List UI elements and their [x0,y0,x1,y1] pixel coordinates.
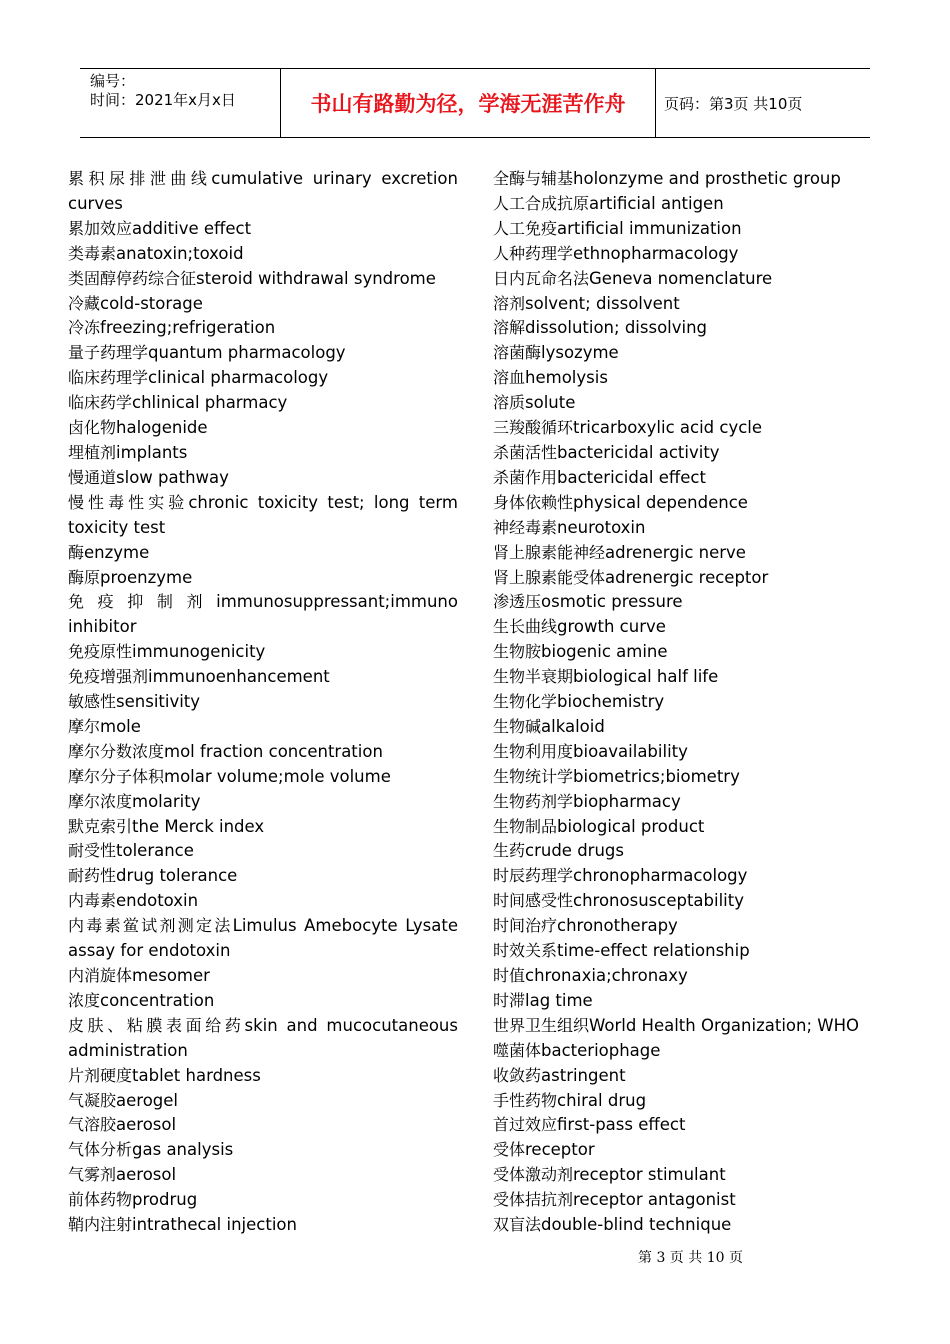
glossary-entry [68,1188,458,1213]
term-chinese: 三羧酸循环 [493,418,574,438]
term-english: biological half life [573,667,719,687]
term-chinese: 默克索引 [68,816,133,836]
term-chinese: 内毒素 [68,891,117,911]
term-english: chronotherapy [557,916,678,936]
term-english: biological product [557,816,705,836]
glossary-entry [493,665,878,690]
term-english: bactericidal activity [557,442,720,462]
glossary-entry [493,1213,878,1238]
term-chinese: 收敛药 [493,1065,542,1085]
glossary-entry [68,167,458,217]
glossary-entry [68,566,458,591]
term-chinese: 时辰药理学 [493,866,574,886]
term-chinese: 免疫原性 [68,642,133,662]
term-english: crude drugs [525,841,624,861]
term-english: biogenic amine [541,642,668,662]
glossary-entry [493,267,878,292]
glossary-entry [493,640,878,665]
term-chinese: 片剂硬度 [68,1065,133,1085]
term-english: Limulus Amebocyte Lysate assay for endotoxin [68,916,458,961]
term-english: molar volume;mole volume [164,766,391,786]
term-chinese: 受体激动剂 [493,1165,574,1185]
term-chinese: 全酶与辅基 [493,169,574,188]
term-english: solvent; dissolvent [525,293,680,313]
term-chinese: 生物利用度 [493,741,574,761]
glossary-entry [68,292,458,317]
term-chinese: 敏感性 [68,692,117,712]
term-english: the Merck index [132,816,265,836]
glossary-entry [493,1064,878,1089]
term-chinese: 慢通道 [68,467,117,487]
term-chinese: 身体依赖性 [493,492,574,512]
term-chinese: 溶质 [493,393,526,413]
glossary-entry [68,815,458,840]
term-chinese: 时滞 [493,990,526,1010]
term-english: proenzyme [100,567,193,587]
term-chinese: 累加效应 [68,218,133,238]
term-chinese: 生物碱 [493,716,542,736]
term-english: ethnopharmacology [573,243,739,263]
glossary-entry [68,366,458,391]
glossary-entry [493,491,878,516]
glossary-entry [493,217,878,242]
term-chinese: 免疫抑制剂 [68,592,217,612]
glossary-entry [493,989,878,1014]
glossary-entry [68,217,458,242]
term-english: mesomer [132,966,210,985]
term-english: anatoxin;toxoid [116,243,244,263]
glossary-column-left [68,167,458,1238]
term-chinese: 溶菌酶 [493,343,542,363]
term-chinese: 皮肤、粘膜表面给药 [68,1015,245,1035]
glossary-entry [493,316,878,341]
term-english: skin and mucocutaneous administration [68,1015,458,1060]
glossary-entry [493,839,878,864]
glossary-entry [68,590,458,640]
glossary-entry [493,391,878,416]
term-chinese: 噬菌体 [493,1040,542,1060]
glossary-entry [493,167,878,192]
term-chinese: 生药 [493,841,526,861]
term-english: immunoenhancement [148,667,330,687]
term-english: slow pathway [116,467,229,487]
term-chinese: 类毒素 [68,243,117,263]
term-chinese: 气雾剂 [68,1165,117,1185]
term-english: artificial antigen [589,193,724,213]
term-english: immunogenicity [132,642,266,662]
term-chinese: 气凝胶 [68,1090,117,1110]
term-chinese: 酶原 [68,567,101,587]
term-english: mol fraction concentration [164,741,383,761]
term-english: physical dependence [573,492,748,512]
glossary-entry [68,1138,458,1163]
term-english: additive effect [132,218,252,238]
term-english: adrenergic receptor [605,567,769,587]
term-english: sensitivity [116,692,201,712]
term-chinese: 气体分析 [68,1140,133,1160]
term-english: World Health Organization; WHO [589,1015,859,1035]
term-english: chronosusceptability [573,891,745,911]
glossary-entry [493,1113,878,1138]
glossary-entry [68,416,458,441]
glossary-entry [493,566,878,591]
term-chinese: 埋植剂 [68,442,117,462]
glossary-entry [493,1089,878,1114]
glossary-entry [493,416,878,441]
term-chinese: 神经毒素 [493,517,558,537]
glossary-entry [493,939,878,964]
term-english: clinical pharmacology [148,368,329,388]
term-chinese: 冷藏 [68,293,101,313]
glossary-entry [493,1039,878,1064]
glossary-entry [493,341,878,366]
glossary-entry [68,1213,458,1238]
term-chinese: 摩尔分数浓度 [68,741,165,761]
term-chinese: 前体药物 [68,1190,133,1210]
term-english: lag time [525,990,593,1010]
term-chinese: 世界卫生组织 [493,1015,590,1035]
term-chinese: 日内瓦命名法 [493,268,590,288]
term-english: biometrics;biometry [573,766,740,786]
term-english: double-blind technique [541,1215,732,1235]
glossary-entry [68,889,458,914]
term-english: bioavailability [573,741,688,761]
header-page-label: 页码：第3页 共10页 [664,94,803,113]
term-chinese: 临床药学 [68,393,133,413]
glossary-entry [68,441,458,466]
term-english: aerosol [116,1165,177,1185]
term-english: growth curve [557,617,666,637]
term-english: solute [525,393,576,413]
glossary-entry [68,242,458,267]
glossary-entry [68,1089,458,1114]
term-english: steroid withdrawal syndrome [196,268,436,288]
glossary-entry [68,341,458,366]
term-chinese: 浓度 [68,990,101,1010]
glossary-entry [493,889,878,914]
glossary-entry [68,640,458,665]
glossary-entry [493,516,878,541]
term-english: implants [116,442,188,462]
page-header [80,68,870,138]
glossary-entry [68,839,458,864]
term-english: aerogel [116,1090,179,1110]
glossary-entry [493,914,878,939]
glossary-entry [493,815,878,840]
term-english: tricarboxylic acid cycle [573,418,763,438]
glossary-entry [493,366,878,391]
term-english: biochemistry [557,692,665,712]
term-english: chronic toxicity test; long term toxicity test [68,492,458,537]
term-english: bactericidal effect [557,467,706,487]
glossary-entry [68,914,458,964]
term-chinese: 生物统计学 [493,766,574,786]
term-english: lysozyme [541,343,619,363]
glossary-entry [68,491,458,541]
glossary-entry [68,690,458,715]
header-motto: 书山有路勤为径，学海无涯苦作舟 [310,91,626,116]
term-chinese: 受体 [493,1140,526,1160]
term-english: drug tolerance [116,866,238,886]
glossary-entry [493,242,878,267]
glossary-entry [68,391,458,416]
term-english: endotoxin [116,891,199,911]
term-english: intrathecal injection [132,1215,297,1235]
glossary-entry [493,964,878,989]
term-chinese: 摩尔浓度 [68,791,133,811]
document-number-label: 编号： [90,72,136,90]
term-chinese: 受体拮抗剂 [493,1190,574,1210]
header-motto-cell [280,69,656,137]
term-english: receptor stimulant [573,1165,726,1185]
glossary-entry [68,964,458,989]
glossary-entry [68,1113,458,1138]
glossary-entry [493,790,878,815]
term-english: chiral drug [557,1090,647,1110]
term-english: immunosuppressant;immuno inhibitor [68,592,458,637]
term-english: aerosol [116,1115,177,1135]
glossary-entry [493,1188,878,1213]
term-chinese: 溶血 [493,368,526,388]
term-chinese: 肾上腺素能受体 [493,567,606,587]
term-english: chlinical pharmacy [132,393,288,413]
term-chinese: 累积尿排泄曲线 [68,169,212,188]
term-chinese: 杀菌活性 [493,442,558,462]
term-chinese: 生物药剂学 [493,791,574,811]
glossary-entry [68,665,458,690]
term-chinese: 时间治疗 [493,916,558,936]
glossary-entry [493,590,878,615]
term-chinese: 溶剂 [493,293,526,313]
term-english: receptor antagonist [573,1190,736,1210]
glossary-entry [68,1163,458,1188]
term-chinese: 慢性毒性实验 [68,492,189,512]
header-meta-cell [80,69,280,137]
glossary-entry [68,765,458,790]
term-english: time-effect relationship [557,941,750,961]
term-chinese: 时值 [493,966,526,985]
page-footer: 第 3 页 共 10 页 [638,1250,743,1266]
glossary-entry [68,1064,458,1089]
term-english: enzyme [84,542,150,562]
term-english: tablet hardness [132,1065,261,1085]
glossary-entry [68,989,458,1014]
term-english: cumulative urinary excretion curves [68,169,458,213]
glossary-entry [68,267,458,292]
term-chinese: 肾上腺素能神经 [493,542,606,562]
term-english: receptor [525,1140,595,1160]
term-english: biopharmacy [573,791,681,811]
term-chinese: 生物化学 [493,692,558,712]
term-english: adrenergic nerve [605,542,746,562]
term-chinese: 手性药物 [493,1090,558,1110]
term-english: chronaxia;chronaxy [525,966,688,985]
term-english: holonzyme and prosthetic group [573,169,841,188]
glossary-entry [68,740,458,765]
term-chinese: 生物胺 [493,642,542,662]
term-english: bacteriophage [541,1040,661,1060]
term-english: freezing;refrigeration [100,318,276,338]
term-english: tolerance [116,841,194,861]
term-chinese: 首过效应 [493,1115,558,1135]
term-chinese: 耐受性 [68,841,117,861]
term-chinese: 内消旋体 [68,966,133,985]
term-chinese: 生物制品 [493,816,558,836]
term-chinese: 生物半衰期 [493,667,574,687]
term-english: concentration [100,990,215,1010]
term-chinese: 摩尔分子体积 [68,766,165,786]
term-english: first-pass effect [557,1115,686,1135]
term-chinese: 双盲法 [493,1215,542,1235]
term-chinese: 时间感受性 [493,891,574,911]
glossary-entry [493,690,878,715]
term-english: molarity [132,791,201,811]
glossary-entry [493,740,878,765]
term-english: chronopharmacology [573,866,748,886]
glossary-entry [68,316,458,341]
term-chinese: 生长曲线 [493,617,558,637]
term-english: halogenide [116,418,208,438]
glossary-entry [493,615,878,640]
term-chinese: 内毒素鲎试剂测定法 [68,916,233,936]
term-chinese: 人工免疫 [493,218,558,238]
glossary-entry [68,466,458,491]
term-chinese: 耐药性 [68,866,117,886]
term-chinese: 类固醇停药综合征 [68,268,197,288]
term-english: osmotic pressure [541,592,683,612]
document-time-label: 时间：2021年x月x日 [90,91,236,109]
glossary-entry [493,1138,878,1163]
term-english: hemolysis [525,368,608,388]
term-chinese: 人工合成抗原 [493,193,590,213]
term-chinese: 人种药理学 [493,243,574,263]
glossary-entry [68,1014,458,1064]
glossary-entry [493,765,878,790]
term-chinese: 免疫增强剂 [68,667,149,687]
glossary-entry [493,1163,878,1188]
term-english: mole [100,716,141,736]
term-chinese: 卤化物 [68,418,117,438]
term-chinese: 溶解 [493,318,526,338]
glossary-entry [493,466,878,491]
term-chinese: 时效关系 [493,941,558,961]
term-chinese: 渗透压 [493,592,542,612]
glossary-entry [68,715,458,740]
glossary-entry [493,1014,878,1039]
term-english: neurotoxin [557,517,646,537]
term-english: cold-storage [100,293,203,313]
term-chinese: 冷冻 [68,318,101,338]
term-chinese: 酶 [68,542,85,562]
glossary-column-right [493,167,878,1238]
term-chinese: 摩尔 [68,716,101,736]
term-english: prodrug [132,1190,198,1210]
glossary-entry [493,715,878,740]
term-english: alkaloid [541,716,605,736]
header-page-cell [656,69,870,137]
term-chinese: 临床药理学 [68,368,149,388]
term-chinese: 气溶胶 [68,1115,117,1135]
term-english: gas analysis [132,1140,234,1160]
glossary-entry [68,864,458,889]
term-chinese: 鞘内注射 [68,1215,133,1235]
term-english: quantum pharmacology [148,343,346,363]
glossary-entry [493,292,878,317]
term-english: astringent [541,1065,626,1085]
glossary-entry [68,790,458,815]
term-chinese: 杀菌作用 [493,467,558,487]
glossary-entry [493,192,878,217]
glossary-entry [68,541,458,566]
term-chinese: 量子药理学 [68,343,149,363]
term-english: artificial immunization [557,218,742,238]
term-english: Geneva nomenclature [589,268,773,288]
glossary-entry [493,864,878,889]
glossary-entry [493,441,878,466]
glossary-entry [493,541,878,566]
term-english: dissolution; dissolving [525,318,708,338]
